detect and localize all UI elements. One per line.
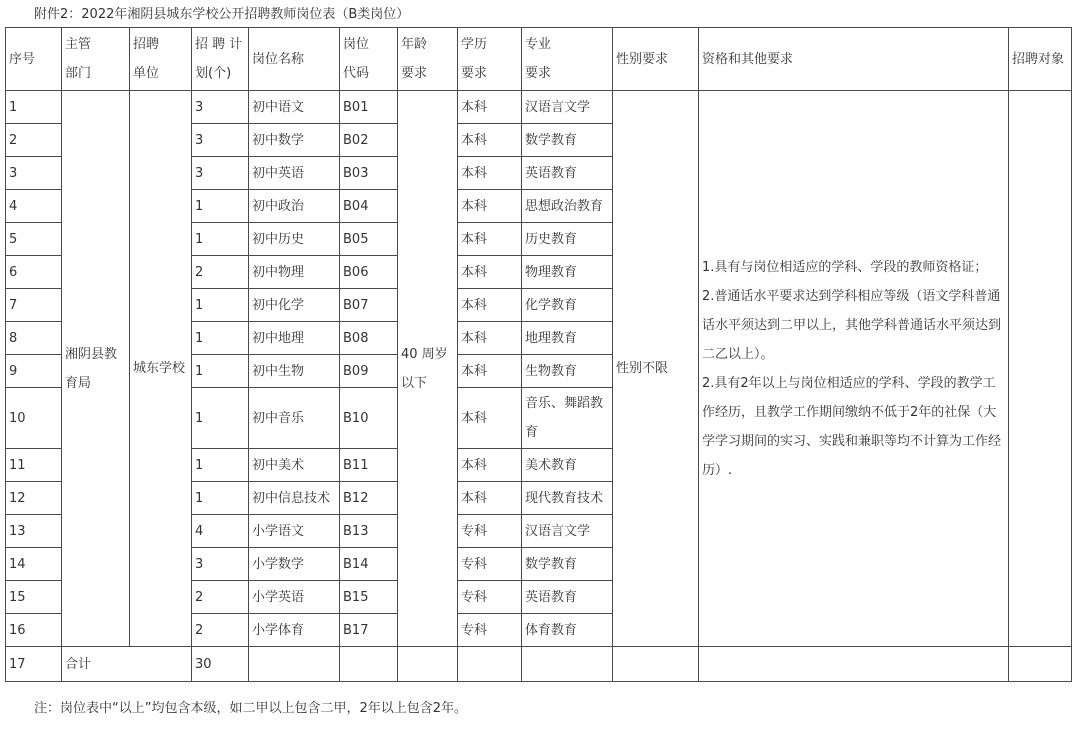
cell-plan: 1 (192, 322, 249, 355)
cell-major: 化学教育 (522, 289, 613, 322)
cell-code: B02 (340, 124, 398, 157)
cell-major: 英语教育 (522, 157, 613, 190)
requirement-item: 2.普通话水平要求达到学科相应等级（语文学科普通话水平须达到二甲以上，其他学科普通话水平须达到二乙以上）。 (702, 288, 1002, 362)
cell-post: 初中数学 (249, 124, 340, 157)
table-row (6, 91, 1072, 124)
cell-plan: 4 (192, 515, 249, 548)
cell-gender: 性别不限 (613, 91, 699, 647)
cell-edu: 本科 (458, 190, 522, 223)
cell-code: B03 (340, 157, 398, 190)
cell-code: B10 (340, 388, 398, 449)
cell-edu: 本科 (458, 482, 522, 515)
total-empty (1009, 647, 1072, 682)
total-label: 合计 (62, 647, 192, 682)
header-unit: 招聘 单位 (130, 28, 192, 91)
cell-plan: 1 (192, 388, 249, 449)
cell-post: 初中音乐 (249, 388, 340, 449)
total-empty (249, 647, 340, 682)
cell-post: 初中化学 (249, 289, 340, 322)
cell-plan: 2 (192, 614, 249, 647)
cell-code: B14 (340, 548, 398, 581)
cell-seq: 8 (6, 322, 62, 355)
cell-major: 汉语言文学 (522, 91, 613, 124)
cell-edu: 专科 (458, 548, 522, 581)
header-edu: 学历 要求 (458, 28, 522, 91)
cell-seq: 2 (6, 124, 62, 157)
cell-post: 初中信息技术 (249, 482, 340, 515)
cell-plan: 1 (192, 190, 249, 223)
cell-edu: 本科 (458, 124, 522, 157)
cell-code: B05 (340, 223, 398, 256)
cell-seq: 12 (6, 482, 62, 515)
total-empty (613, 647, 699, 682)
cell-seq: 14 (6, 548, 62, 581)
cell-edu: 专科 (458, 515, 522, 548)
cell-code: B11 (340, 449, 398, 482)
cell-seq: 9 (6, 355, 62, 388)
cell-plan: 3 (192, 157, 249, 190)
header-major: 专业 要求 (522, 28, 613, 91)
cell-dept: 湘阴县教育局 (62, 91, 130, 647)
header-code: 岗位 代码 (340, 28, 398, 91)
cell-plan: 3 (192, 548, 249, 581)
cell-edu: 专科 (458, 614, 522, 647)
cell-post: 小学数学 (249, 548, 340, 581)
header-age: 年龄 要求 (398, 28, 458, 91)
cell-major: 汉语言文学 (522, 515, 613, 548)
cell-seq: 7 (6, 289, 62, 322)
cell-edu: 本科 (458, 355, 522, 388)
cell-major: 物理教育 (522, 256, 613, 289)
cell-post: 小学英语 (249, 581, 340, 614)
header-row (6, 28, 1072, 91)
cell-seq: 1 (6, 91, 62, 124)
total-empty (699, 647, 1009, 682)
cell-code: B07 (340, 289, 398, 322)
cell-seq: 10 (6, 388, 62, 449)
recruitment-table (5, 27, 1072, 682)
cell-seq: 11 (6, 449, 62, 482)
cell-plan: 1 (192, 482, 249, 515)
cell-plan: 1 (192, 355, 249, 388)
document-title: 附件2：2022年湘阴县城东学校公开招聘教师岗位表（B类岗位） (34, 7, 410, 22)
header-seq: 序号 (6, 28, 62, 91)
cell-edu: 本科 (458, 157, 522, 190)
cell-post: 初中语文 (249, 91, 340, 124)
cell-plan: 1 (192, 289, 249, 322)
cell-edu: 本科 (458, 289, 522, 322)
cell-edu: 本科 (458, 449, 522, 482)
total-empty (340, 647, 398, 682)
cell-major: 现代教育技术 (522, 482, 613, 515)
cell-plan: 1 (192, 223, 249, 256)
cell-qualifications (699, 91, 1009, 647)
cell-major: 美术教育 (522, 449, 613, 482)
header-post: 岗位名称 (249, 28, 340, 91)
header-gender: 性别要求 (613, 28, 699, 91)
cell-code: B09 (340, 355, 398, 388)
cell-target (1009, 91, 1072, 647)
cell-post: 小学语文 (249, 515, 340, 548)
cell-code: B01 (340, 91, 398, 124)
cell-edu: 专科 (458, 581, 522, 614)
cell-seq: 3 (6, 157, 62, 190)
cell-plan: 2 (192, 581, 249, 614)
cell-edu: 本科 (458, 388, 522, 449)
cell-plan: 2 (192, 256, 249, 289)
cell-post: 初中政治 (249, 190, 340, 223)
total-plan: 30 (192, 647, 249, 682)
cell-post: 初中生物 (249, 355, 340, 388)
total-seq: 17 (6, 647, 62, 682)
header-target: 招聘对象 (1009, 28, 1072, 91)
cell-major: 生物教育 (522, 355, 613, 388)
cell-post: 初中英语 (249, 157, 340, 190)
requirement-item: 2.具有2年以上与岗位相适应的学科、学段的教学工作经历，且教学工作期间缴纳不低于2年的社保（大学学习期间的实习、实践和兼职等均不计算为工作经历）. (702, 375, 1002, 478)
cell-seq: 16 (6, 614, 62, 647)
cell-plan: 3 (192, 91, 249, 124)
cell-seq: 5 (6, 223, 62, 256)
cell-major: 思想政治教育 (522, 190, 613, 223)
cell-seq: 13 (6, 515, 62, 548)
cell-major: 历史教育 (522, 223, 613, 256)
cell-code: B06 (340, 256, 398, 289)
cell-major: 地理教育 (522, 322, 613, 355)
cell-plan: 1 (192, 449, 249, 482)
total-empty (458, 647, 522, 682)
cell-major: 音乐、舞蹈教育 (522, 388, 613, 449)
cell-plan: 3 (192, 124, 249, 157)
cell-seq: 15 (6, 581, 62, 614)
cell-post: 小学体育 (249, 614, 340, 647)
cell-major: 体育教育 (522, 614, 613, 647)
cell-edu: 本科 (458, 256, 522, 289)
cell-edu: 本科 (458, 223, 522, 256)
footnote: 注：岗位表中“以上”均包含本级，如二甲以上包含二甲，2年以上包含2年。 (34, 701, 468, 716)
cell-code: B08 (340, 322, 398, 355)
cell-major: 数学教育 (522, 124, 613, 157)
cell-post: 初中历史 (249, 223, 340, 256)
cell-edu: 本科 (458, 322, 522, 355)
cell-seq: 6 (6, 256, 62, 289)
cell-unit: 城东学校 (130, 91, 192, 647)
cell-code: B17 (340, 614, 398, 647)
cell-major: 英语教育 (522, 581, 613, 614)
cell-post: 初中美术 (249, 449, 340, 482)
cell-seq: 4 (6, 190, 62, 223)
requirement-item: 1.具有与岗位相适应的学科、学段的教师资格证； (702, 259, 988, 275)
cell-code: B12 (340, 482, 398, 515)
total-empty (398, 647, 458, 682)
cell-code: B13 (340, 515, 398, 548)
cell-edu: 本科 (458, 91, 522, 124)
total-empty (522, 647, 613, 682)
cell-major: 数学教育 (522, 548, 613, 581)
total-row (6, 647, 1072, 682)
header-dept: 主管 部门 (62, 28, 130, 91)
header-qual: 资格和其他要求 (699, 28, 1009, 91)
cell-code: B04 (340, 190, 398, 223)
cell-post: 初中地理 (249, 322, 340, 355)
header-plan: 招 聘 计 划(个) (192, 28, 249, 91)
cell-post: 初中物理 (249, 256, 340, 289)
cell-code: B15 (340, 581, 398, 614)
cell-age: 40 周岁以下 (398, 91, 458, 647)
